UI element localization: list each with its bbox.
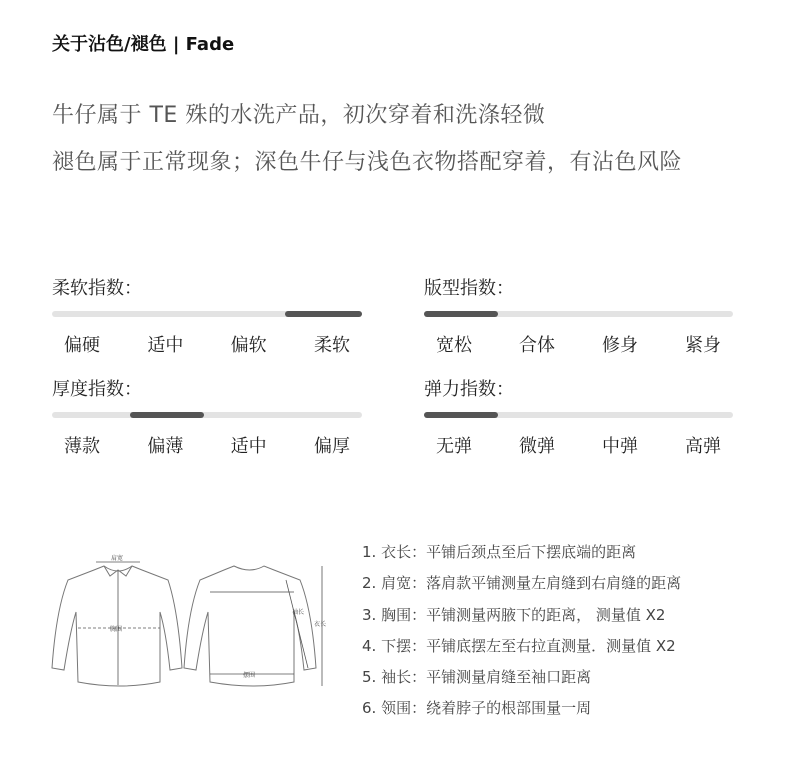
fit-index-track xyxy=(424,311,733,317)
elasticity-index xyxy=(424,375,733,458)
thickness-index-fill xyxy=(130,412,204,418)
thickness-index-track xyxy=(52,412,362,418)
hem-label: 摆围 xyxy=(243,672,256,679)
level-label: 柔软 xyxy=(313,335,350,356)
back-shirt-outline xyxy=(184,566,316,686)
elasticity-index-levels xyxy=(424,432,733,458)
thickness-index xyxy=(52,375,362,458)
fit-index-title: 版型指数： xyxy=(424,278,514,299)
fit-index xyxy=(424,274,733,357)
level-label: 偏厚 xyxy=(313,436,350,457)
level-label: 宽松 xyxy=(436,335,472,356)
fit-index-fill xyxy=(424,311,498,317)
chest-label: 胸围 xyxy=(110,626,123,633)
note-length: 1. 衣长：平铺后颈点至后下摆底端的距离 xyxy=(362,543,637,561)
note-shoulder: 2. 肩宽：落肩款平铺测量左肩缝到右肩缝的距离 xyxy=(362,574,682,593)
level-label: 微弹 xyxy=(519,436,555,457)
softness-index-title: 柔软指数： xyxy=(52,278,142,299)
fit-index-levels xyxy=(424,331,733,357)
thickness-index-title: 厚度指数： xyxy=(52,379,142,400)
thickness-index-levels xyxy=(52,432,362,458)
level-label: 适中 xyxy=(147,335,184,356)
level-label: 合体 xyxy=(519,335,555,356)
softness-index-track xyxy=(52,311,362,317)
shoulder-label: 肩宽 xyxy=(111,555,124,562)
elasticity-index-track xyxy=(424,412,733,418)
description-line-1: 牛仔属于 TE 殊的水洗产品，初次穿着和洗涤轻微 xyxy=(52,103,546,128)
note-chest: 3. 胸围：平铺测量两腋下的距离， 测量值 X2 xyxy=(362,605,666,624)
shirt-measurement-diagram xyxy=(48,540,330,690)
elasticity-index-fill xyxy=(424,412,498,418)
level-label: 偏软 xyxy=(230,335,267,356)
length-label: 衣长 xyxy=(314,621,327,628)
measurement-notes xyxy=(362,541,681,729)
softness-index-fill xyxy=(285,311,363,317)
level-label: 偏硬 xyxy=(64,335,100,356)
sleeve-label: 袖长 xyxy=(292,609,305,616)
description-line-2: 褪色属于正常现象；深色牛仔与浅色衣物搭配穿着，有沾色风险 xyxy=(52,150,683,175)
note-hem: 4. 下摆：平铺底摆左至右拉直测量．测量值 X2 xyxy=(362,636,676,655)
level-label: 紧身 xyxy=(685,335,721,356)
level-label: 适中 xyxy=(230,436,267,457)
softness-index xyxy=(52,274,362,357)
section-title: 关于沾色/褪色 | Fade xyxy=(52,34,235,55)
level-label: 高弹 xyxy=(685,436,721,457)
level-label: 薄款 xyxy=(64,436,100,457)
elasticity-index-title: 弹力指数： xyxy=(424,379,514,400)
note-sleeve: 5. 袖长：平铺测量肩缝至袖口距离 xyxy=(362,668,592,687)
level-label: 无弹 xyxy=(436,436,472,457)
level-label: 修身 xyxy=(602,335,638,356)
note-neck: 6. 领围：绕着脖子的根部围量一周 xyxy=(362,699,592,718)
level-label: 中弹 xyxy=(602,436,638,457)
level-label: 偏薄 xyxy=(147,436,184,457)
softness-index-levels xyxy=(52,331,362,357)
